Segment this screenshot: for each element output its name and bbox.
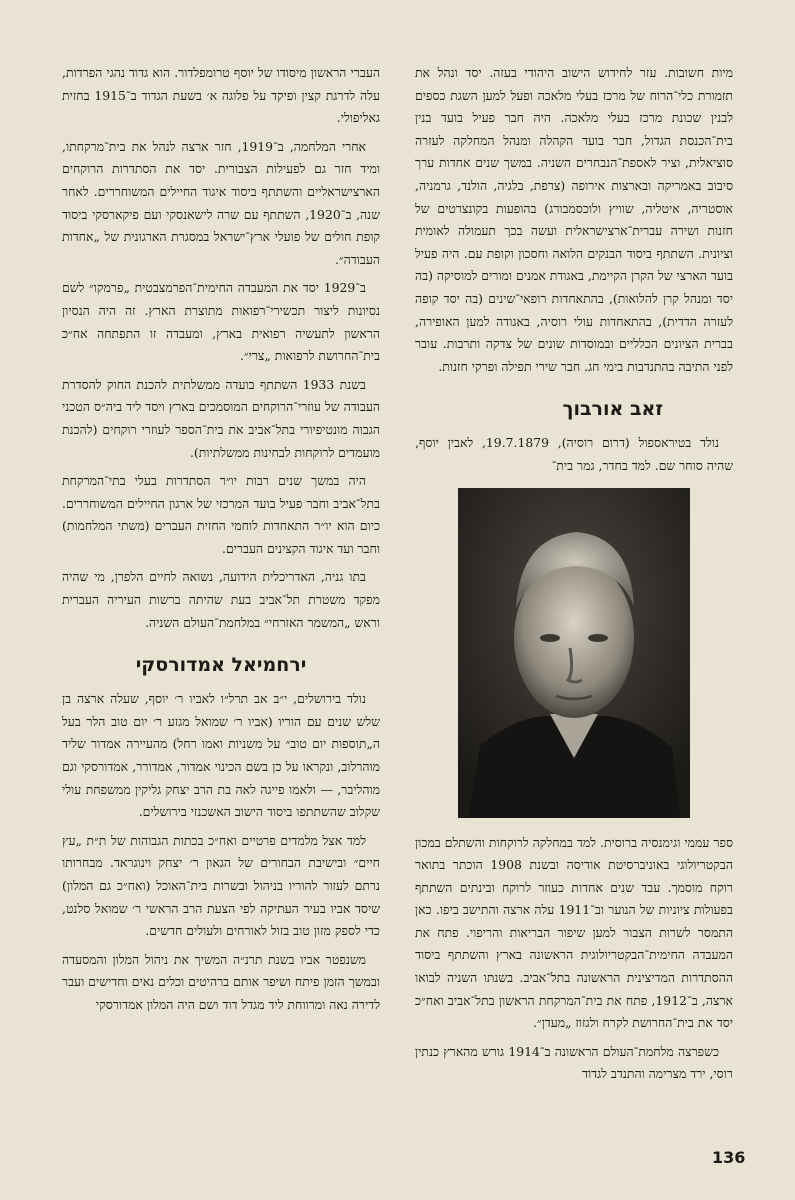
amdursky-paragraph-2: למד אצל מלמדים פרטיים ואח״כ בכתות הגבוהות של ת״ת „עץ חיים״ ובישיבת הבחורים של הגאון ר׳ יצחק וינוגראד. מבחרותו נרתם לעזור להוריו בניהול ובשרות בית־האוכל (ואח״כ גם המלון) שיסד אביו בעיר העתיקה לפי הצעת הרב הראשי ר׳ שמואל סלנט, כדי לספק מזון טוב בזול לאורחים ולעולים חדשים. [62,832,380,939]
left-paragraph-6: בתו גניה, האדריכלית הידועה, נשואה לחיים הלפרן, מי שהיה מפקד משטרת תל־אביב בעת שהיתה ברשות העיריה העברית וראש „המשמר האזרחי״ במלחמת־העולם השניה. [62,569,380,630]
left-paragraph-5: היה במשך שנים רבות יו״ר הסתדרות בעלי בתי־המרקחת בתל־אביב וחבר פעיל בועד המרכזי של ארגון החיילים המשוחררים. כיום הוא יו״ר התאחדות לוחמי החזית העברים (משתי המלחמות) וחבר ועד איגוד הקצינים העברים. [62,473,380,556]
left-paragraph-2: אחרי המלחמה, ב־1919, חזר ארצה לנהל את בית־מרקחתו, ומיד חזר גם לפעילות הצבורית. יסד את הסתדרות הרוקחים הארצישראליים והשתתף ביסוד איגוד החיילים המשוחררים. לאחר שנה, ב־1920, השתתף עם שרה לישאנסקי ועם פיקארסקי ביסוד קופת חולים של פועלי ארץ־ישראל במסגרת הארגונית של „אחדות העבודה״. [62,138,380,267]
article-heading-zeev-orbuch: זאב אורבוך [562,398,663,421]
right-column [415,62,733,1092]
left-column [62,62,380,1023]
left-paragraph-1: העברי הראשון מיסודו של יוסף טרומפלדור. הוא גדוד נהגי הפרדות, עלה לדרגת קצין ופיקד על פלוגה א׳ בשעת הגדוד ב־1915 בחזית גאליפולי. [62,65,380,126]
left-paragraph-4: בשנת 1933 השתתף בועדה ממשלתית להכנת החוק להסדרת העבודה של עוזרי־הרוקחים המוסמכים בארץ ויסד ליד ביה״ס הטכני הגבוה מונטיפיורי בתל־אביב את בית־הספר לעוזרי רוקחים (להכנת מועמדים לרוקחות לבחינות ממשלתיות). [62,376,380,460]
bio-paragraph-2: כשפרצה מלחמת־העולם הראשונה ב־1914 גורש מהארץ כנתין רוסי, ירד מצרימה והתנדב לגדוד [415,1043,733,1082]
bio-paragraph-1: ספר עממי וגימנסיה ברוסית. למד במחלקה לרוקחות והשתלם במכון הבקטריולוגי באוניברסיטת אודיסה ובשנת 1908 הוכתר בתואר רוקח מוסמך. עבד שנים אחדות כעוזר לרוקח ובינתים השתתף בפעולות ציוניות של הנוער וב־1911 עלה ארצה והתישב ביפו. כאן התמסר לשרות הצבור למען שיפור הבריאות והריפוי. פתח את המעבדה החימית־הבקטריולוגית הראשונה בארץ והשתתף ביסוד ההסתדרות המדיצינית הראשונה בתל־אביב. בשנתו השניה לבואו ארצה, ב־1912, פתח את בית־המרקחת הראשון בתל־אביב ואח״כ יסד את בית־החרושת לקרח ולגזוז „מעדן״. [415,834,734,1031]
bio-opening-paragraph: נולד בטיראספול (דרום רוסיה), 19.7.1879, לאבין יוסף, שהיה סוחר שם. למד בחדר, גמר בית־ [415,435,733,473]
article-heading-yerachmiel-amdursky: ירחמיאל אמדורסקי [135,654,307,677]
left-paragraph-3: ב־1929 יסד את המעבדה החימית־הפרמצבטית „פרמקו״ לשם נסיונות ליצור תכשירי־רפואות מתוצרת הארץ. זה היה הנסיון הראשון לתעשיה רפואית בארץ, ומעבדה זו התפתחה אח״כ בית־החרושת לרפואות „צרי״. [62,280,380,364]
amdursky-paragraph-3: משנפטר אביו בשנת תרנ״ה המשיך את ניהול המלון והמסעדה ובמשך הזמן פיתח ושיפר אותם ברהיטים וכלים נאים וחדישים ועבר לדירה נאה ומרווחת ליד מגדל דוד ושם היה המלון אמדורסקי [62,951,380,1012]
intro-paragraph: מיות חשובות. עזר לחידוש הישוב היהודי בעזה. יסד ונהל את תזמורת כלי־הרוח של מרכז בעלי מלאכה ופעל למען השגת כספים לבנין שכונת מרכז בעלי מלאכה. היה חבר פעיל בועד בנין בית־הכנסת הגדול, חבר בועד הקהלה ומנהל המחלקה לעזרה סוציאלית, וציר לאספת־הנבחרים השניה. במשך שנים אחדות ערך סיבוב באמריקה ובארצות אירופה (צרפת, בלגיה, הולנד, גרמניה, אוסטריה, איטליה, שוויץ ולוכסמבורג) בהופעות בקונצרטים של חזנות ושירה עברית־ארצישראלית ועשה בכך תעמולה לאומית וציונית. השתתף ביסוד הבנקים הלואה וחסכון וקופת עם. היה פעיל בועד הארצי של הקרן הקיימת, באגודת אמנים ומורים למוסיקה (בה יסד ומנהל קרן להלואות), בהתאחדות רופאי־שינים (בה יסד קופה לעזרה הדדית), בהתאחדות עולי רוסיה, באגודה למען האופירה, בברית הציונים הכלליים ובמוסדות שונים של צדקה ותרבות. עובר לפני התיבה בהתנדבות בימי חג. חבר שירי תפילה ופרקי חזנות. [415,65,733,374]
portrait-photo [458,488,690,818]
page-number: 136 [712,1148,746,1167]
amdursky-paragraph-1: נולד בירושלים, י״ב אב תרל״ו לאביו ר׳ יוסף, שעלה ארצה בן שלש שנים עם הוריו (אביו ר׳ שמואל מגזע ר׳ יום טוב הלר בעל ה„תוספות יום טוב״ על משניות ואמו רחל) מהעיירה אמדור שליד מוהרלוב, ונקראו על כן בשם הכינוי אמדור, אמדורר, אמדורסקי וגם מוהליבר, — ולאמו פייגה לאה בת הרב יצחק גליקין ממשפחת עולי שקלוב שהשתתפו ביסוד הישוב האשכנזי בירושלים. [62,691,380,820]
portrait-icon [458,488,690,818]
